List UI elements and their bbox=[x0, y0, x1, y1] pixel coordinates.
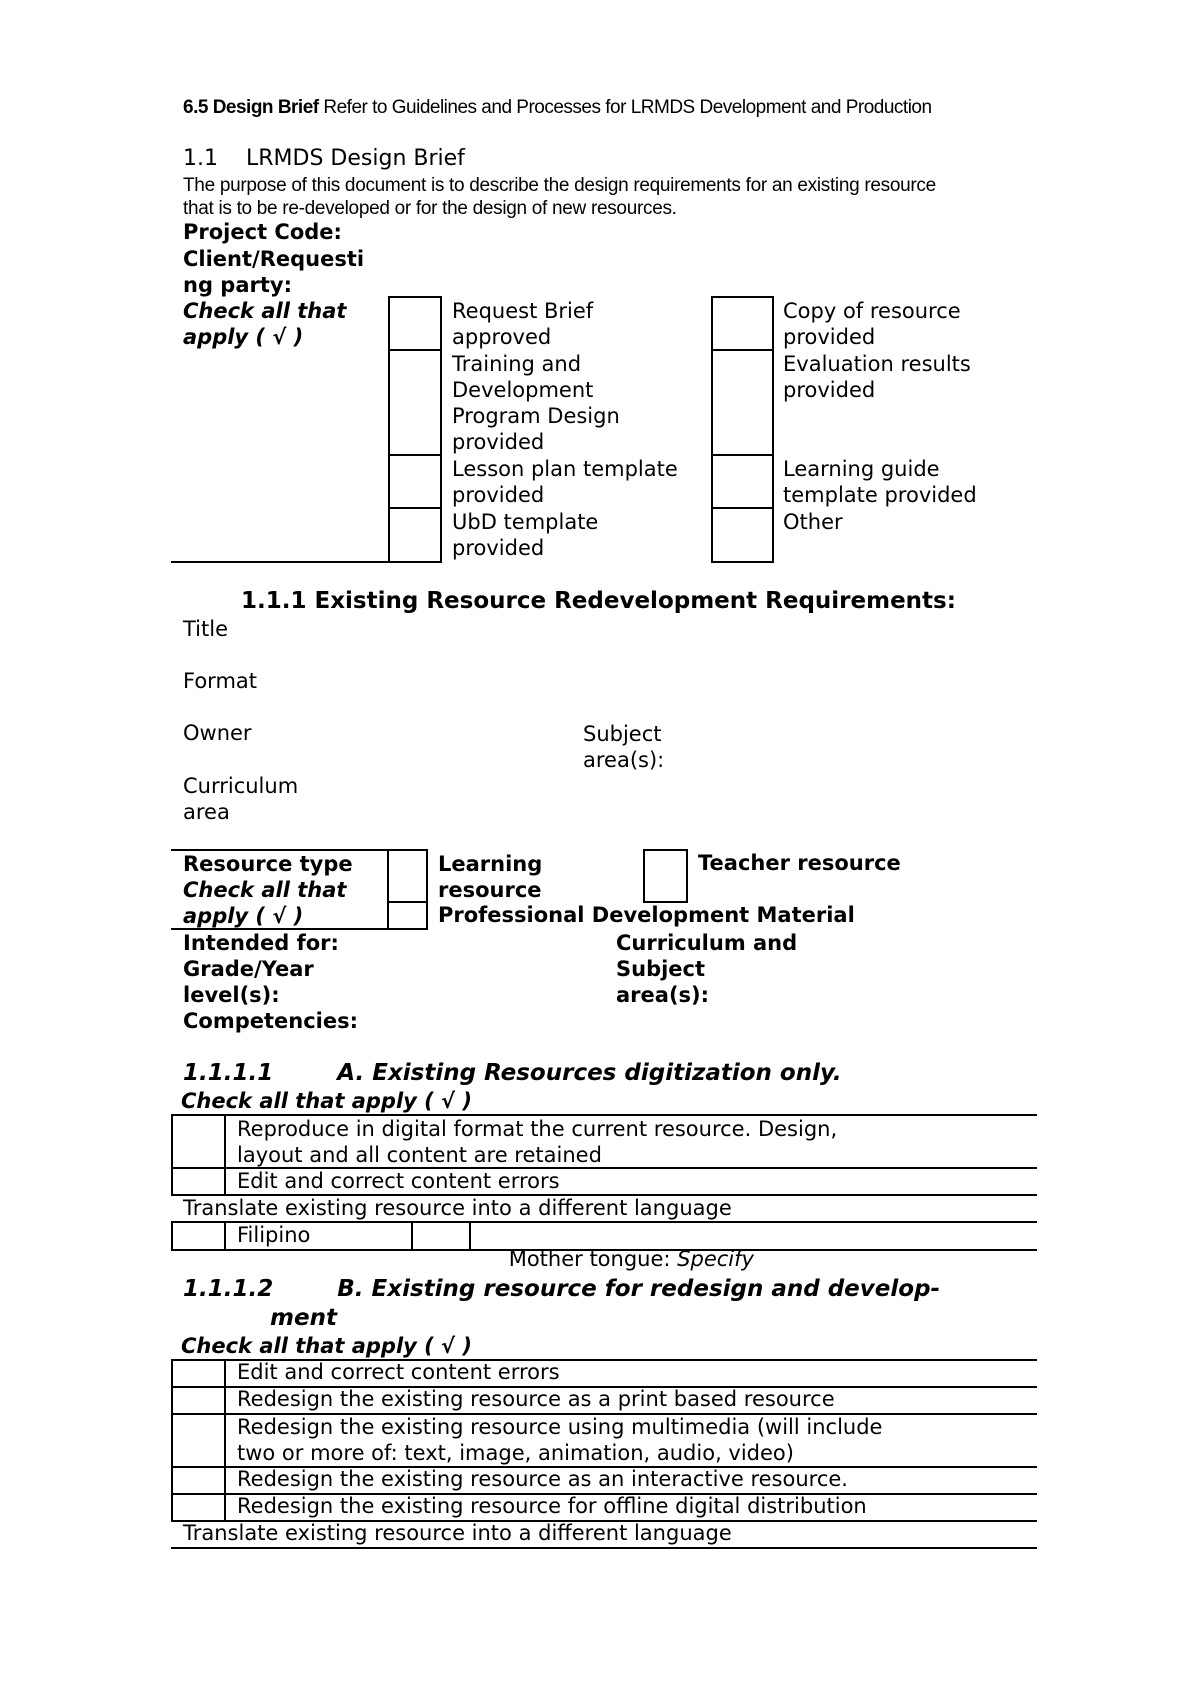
owner-label: Owner bbox=[183, 721, 252, 745]
checkbox-interactive[interactable] bbox=[173, 1468, 224, 1493]
row-text: Redesign the existing resource using multimedia (will include bbox=[237, 1415, 883, 1439]
option-text: Training and bbox=[452, 352, 582, 376]
filipino-text: Filipino bbox=[237, 1223, 311, 1247]
option-ubd-template bbox=[452, 509, 598, 561]
curriculum-line-2: area bbox=[183, 800, 230, 824]
curr-subj-line-2: Subject bbox=[616, 957, 706, 981]
section-number: 1.1 bbox=[183, 146, 218, 171]
checkbox-filipino[interactable] bbox=[173, 1223, 224, 1249]
section-a-number: 1.1.1.1 bbox=[183, 1060, 274, 1086]
option-text: provided bbox=[783, 378, 876, 402]
section-a-title: A. Existing Resources digitization only. bbox=[337, 1060, 842, 1086]
row-translate: Translate existing resource into a different language bbox=[183, 1521, 732, 1545]
section-b-check-label: Check all that apply ( √ ) bbox=[181, 1334, 472, 1358]
checkbox-mother-tongue[interactable] bbox=[413, 1223, 469, 1249]
purpose-line-1: The purpose of this document is to describe the design requirements for an existing resource bbox=[183, 175, 936, 196]
option-evaluation-results bbox=[783, 351, 971, 403]
option-training-development bbox=[452, 351, 620, 455]
intended-for-block bbox=[183, 930, 358, 1034]
grade-line-2: level(s): bbox=[183, 983, 280, 1007]
resource-type-text: Resource type bbox=[183, 852, 353, 876]
title-label: Title bbox=[183, 617, 229, 641]
curriculum-subject-block bbox=[616, 930, 797, 1008]
option-text: Copy of resource bbox=[783, 299, 961, 323]
section-b-number: 1.1.1.2 bbox=[183, 1276, 274, 1302]
checkbox-learning-guide[interactable] bbox=[711, 454, 774, 509]
option-request-brief bbox=[452, 298, 593, 350]
rule bbox=[171, 1547, 1037, 1549]
option-text: provided bbox=[452, 536, 545, 560]
check-line-2: apply ( √ ) bbox=[183, 325, 304, 349]
rule bbox=[224, 1359, 226, 1522]
checkbox-professional-development[interactable] bbox=[387, 901, 428, 930]
row-text: two or more of: text, image, animation, audio, video) bbox=[237, 1441, 794, 1465]
check-line-1: Check all that bbox=[183, 299, 347, 323]
checkbox-request-brief[interactable] bbox=[388, 296, 442, 351]
project-code-label: Project Code: bbox=[183, 220, 342, 244]
row-offline-digital: Redesign the existing resource for offline digital distribution bbox=[237, 1494, 867, 1518]
section-b-title-2: ment bbox=[270, 1305, 337, 1331]
section-a-check-label: Check all that apply ( √ ) bbox=[181, 1089, 472, 1113]
curriculum-area-label bbox=[183, 773, 298, 825]
checkbox-lesson-plan[interactable] bbox=[388, 454, 442, 509]
row-interactive: Redesign the existing resource as an interactive resource. bbox=[237, 1467, 848, 1491]
section-heading-1-1 bbox=[183, 146, 465, 171]
check-line-2: apply ( √ ) bbox=[183, 904, 304, 928]
option-learning-guide bbox=[783, 456, 977, 508]
checkbox-teacher-resource[interactable] bbox=[643, 849, 688, 903]
curr-subj-line-1: Curriculum and bbox=[616, 931, 798, 955]
professional-development-label: Professional Development Material bbox=[438, 903, 855, 927]
checkbox-copy-of-resource[interactable] bbox=[711, 296, 774, 351]
reproduce-digital-text bbox=[237, 1116, 837, 1168]
rule bbox=[469, 1221, 471, 1251]
option-text: provided bbox=[452, 430, 545, 454]
checkbox-ubd-template[interactable] bbox=[388, 507, 442, 563]
resource-type-label bbox=[183, 851, 353, 929]
translate-text: Translate existing resource into a different language bbox=[183, 1196, 732, 1220]
checkbox-edit-correct-b[interactable] bbox=[173, 1361, 224, 1386]
curr-subj-line-3: area(s): bbox=[616, 983, 710, 1007]
row-edit-correct: Edit and correct content errors bbox=[237, 1360, 560, 1384]
option-text: Lesson plan template bbox=[452, 457, 678, 481]
checkbox-offline-digital[interactable] bbox=[173, 1495, 224, 1520]
subject-line-1: Subject bbox=[583, 722, 662, 746]
client-line-2: ng party: bbox=[183, 273, 292, 297]
specify-text: Specify bbox=[677, 1247, 754, 1271]
edit-correct-text: Edit and correct content errors bbox=[237, 1169, 560, 1193]
purpose-text bbox=[183, 174, 936, 220]
option-copy-of-resource bbox=[783, 298, 961, 350]
option-text: template provided bbox=[783, 483, 977, 507]
format-label: Format bbox=[183, 669, 258, 693]
section-heading-1-1-1: 1.1.1 Existing Resource Redevelopment Requirements: bbox=[241, 588, 956, 614]
section-a-heading bbox=[183, 1060, 842, 1086]
rule bbox=[224, 1114, 226, 1196]
option-lesson-plan bbox=[452, 456, 678, 508]
checkbox-other[interactable] bbox=[711, 507, 774, 563]
section-b-title-1: B. Existing resource for redesign and develop- bbox=[337, 1276, 941, 1302]
header-subtitle: Refer to Guidelines and Processes for LRMDS Development and Production bbox=[318, 97, 932, 118]
curriculum-line-1: Curriculum bbox=[183, 774, 299, 798]
subject-area-label bbox=[583, 721, 664, 773]
row-multimedia bbox=[237, 1414, 882, 1466]
row-text: Reproduce in digital format the current resource. Design, bbox=[237, 1117, 838, 1141]
learning-line-1: Learning bbox=[438, 852, 543, 876]
client-label bbox=[183, 246, 364, 298]
row-print-based: Redesign the existing resource as a print based resource bbox=[237, 1387, 835, 1411]
checkbox-learning-resource[interactable] bbox=[387, 849, 428, 903]
option-text: approved bbox=[452, 325, 552, 349]
check-line-1: Check all that bbox=[183, 878, 347, 902]
learning-line-2: resource bbox=[438, 878, 542, 902]
option-text: UbD template bbox=[452, 510, 599, 534]
option-text: Program Design bbox=[452, 404, 620, 428]
section-a-table bbox=[171, 1114, 1037, 1271]
document-header bbox=[183, 97, 932, 119]
option-other bbox=[783, 509, 843, 535]
mother-tongue-label: Mother tongue: bbox=[508, 1247, 678, 1271]
option-text: Learning guide bbox=[783, 457, 940, 481]
checkbox-evaluation-results[interactable] bbox=[711, 349, 774, 456]
check-all-label bbox=[183, 298, 346, 350]
competencies-label: Competencies: bbox=[183, 1009, 359, 1033]
checkbox-training-development[interactable] bbox=[388, 349, 442, 456]
section-b-heading bbox=[183, 1275, 940, 1333]
option-text: Development bbox=[452, 378, 594, 402]
option-text: provided bbox=[452, 483, 545, 507]
option-text: Evaluation results bbox=[783, 352, 971, 376]
checkbox-print-based[interactable] bbox=[173, 1388, 224, 1413]
grade-line-1: Grade/Year bbox=[183, 957, 314, 981]
learning-resource-label bbox=[438, 851, 542, 903]
intended-for-label: Intended for: bbox=[183, 931, 339, 955]
subject-line-2: area(s): bbox=[583, 748, 665, 772]
section-title: LRMDS Design Brief bbox=[246, 146, 465, 171]
checkbox-reproduce-digital[interactable] bbox=[173, 1116, 224, 1167]
section-b-table bbox=[171, 1359, 1037, 1549]
header-title: 6.5 Design Brief bbox=[183, 97, 319, 118]
teacher-resource-label: Teacher resource bbox=[698, 851, 901, 875]
purpose-line-2: that is to be re-developed or for the design of new resources. bbox=[183, 198, 677, 219]
option-text: provided bbox=[783, 325, 876, 349]
checkbox-edit-correct-a[interactable] bbox=[173, 1169, 224, 1194]
client-line-1: Client/Requesti bbox=[183, 247, 365, 271]
checkbox-multimedia[interactable] bbox=[173, 1415, 224, 1466]
option-text: Other bbox=[783, 510, 843, 534]
row-text: layout and all content are retained bbox=[237, 1143, 602, 1167]
option-text: Request Brief bbox=[452, 299, 594, 323]
rule bbox=[224, 1221, 226, 1251]
